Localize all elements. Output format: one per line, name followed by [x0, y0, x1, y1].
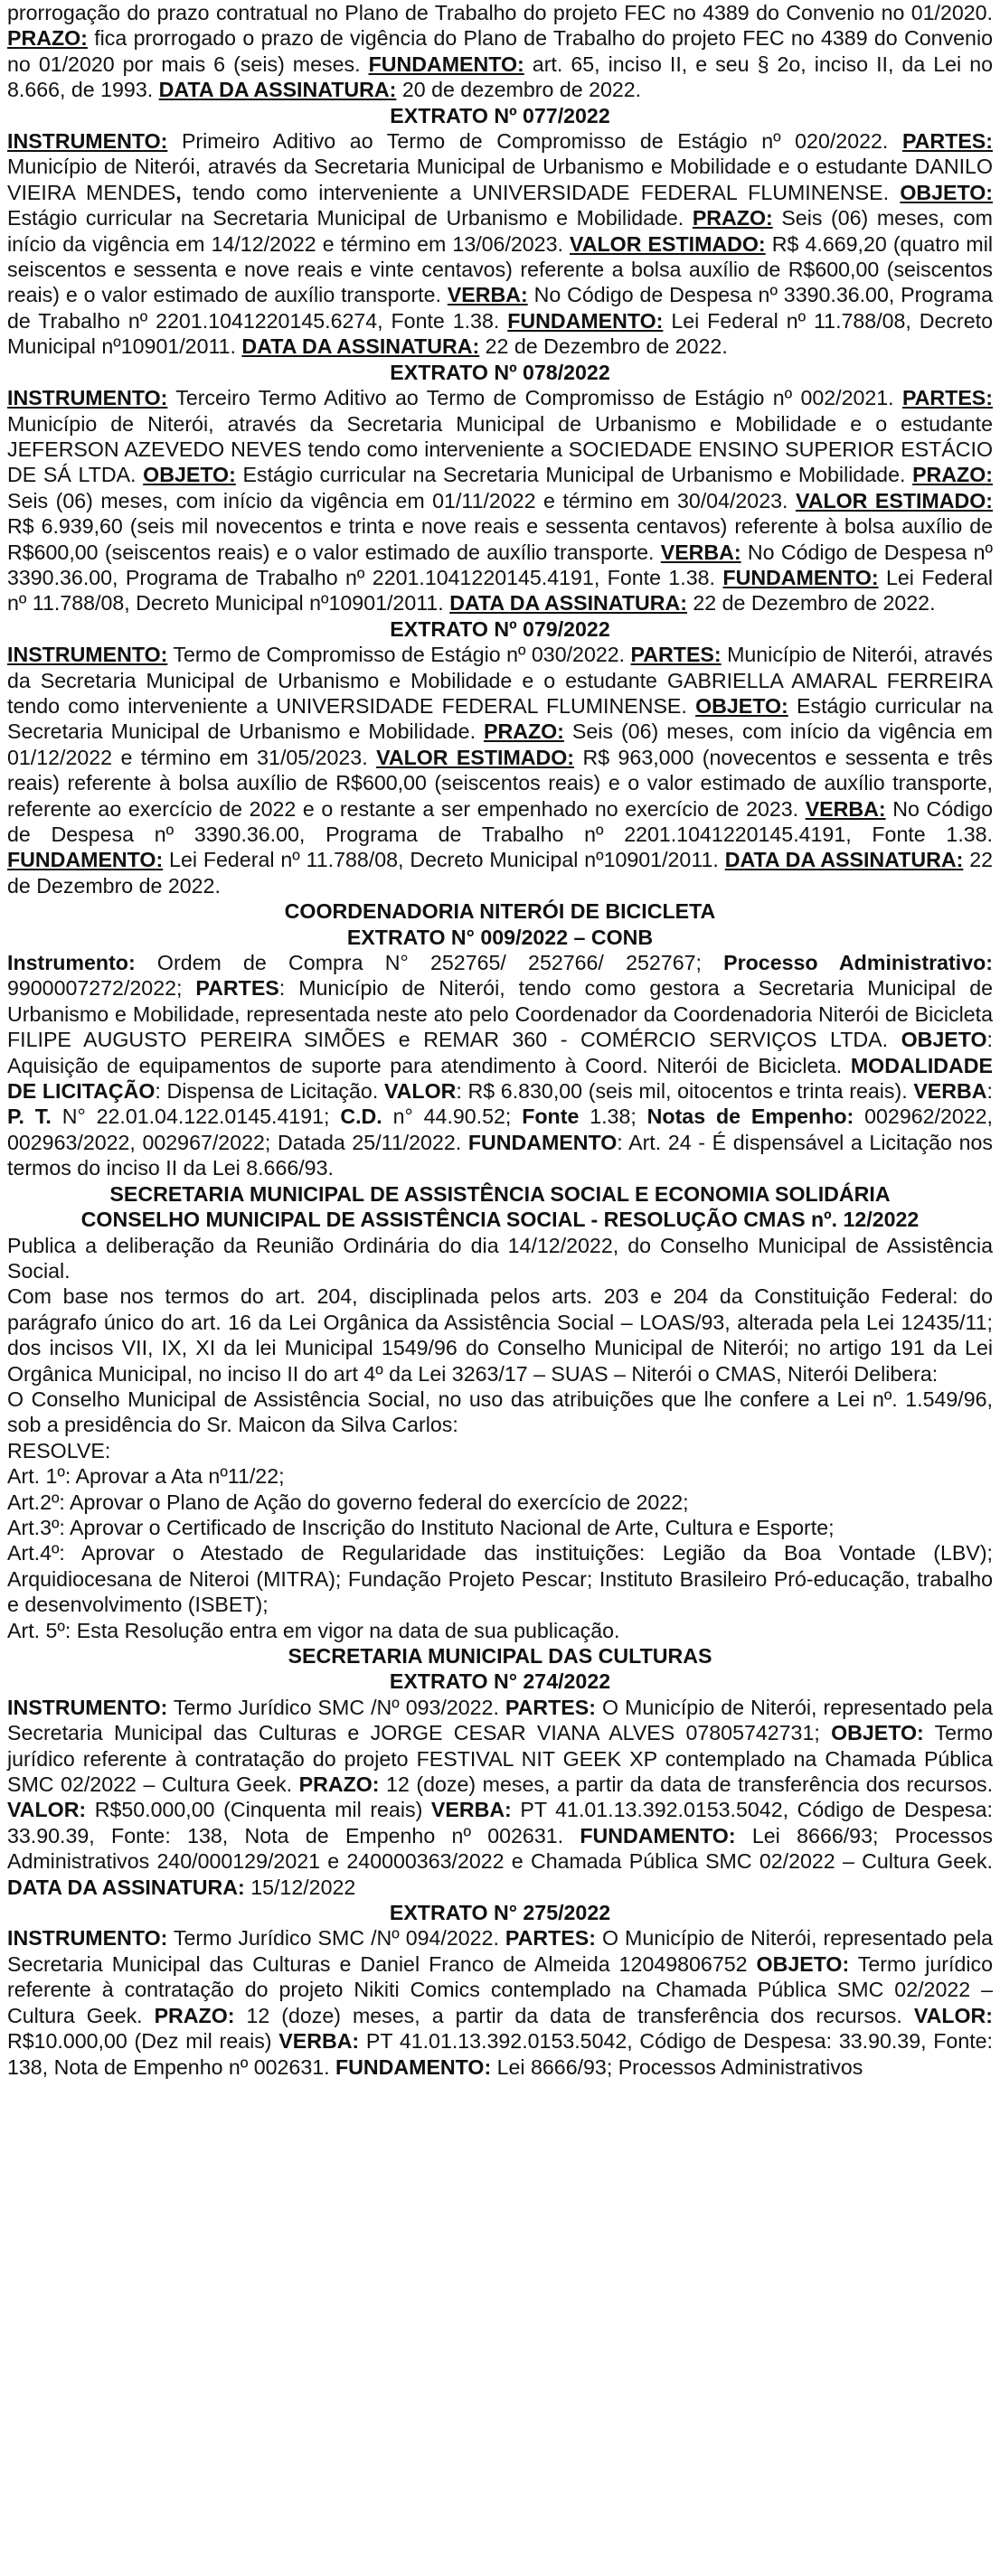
section-heading: EXTRATO Nº 079/2022 — [390, 616, 610, 641]
text-run: 22 de Dezembro de 2022. — [479, 334, 728, 359]
paragraph — [7, 0, 993, 103]
field-label: VALOR ESTIMADO: — [570, 231, 766, 256]
field-label: VERBA — [913, 1079, 987, 1104]
field-label: PRAZO: — [692, 206, 773, 230]
paragraph — [7, 1233, 993, 1284]
text-run: R$10.000,00 (Dez mil reais) — [7, 2029, 279, 2054]
field-label: FUNDAMENTO: — [368, 52, 524, 76]
text-run: fica prorrogado o prazo de vigência do Plano de Trabalho do projeto FEC no 4389 do Convenio no 01/2020 por mais 6 (seis) meses. — [7, 26, 993, 76]
field-label: PARTES: — [505, 1926, 596, 1951]
paragraph — [7, 1618, 993, 1643]
text-run: R$ 963,000 (novecentos e sessenta e três reais) referente à bolsa auxílio de R$600,00 (seiscentos reais) e o valor estimado de auxílio transporte, referente ao exercício de 2022 e o restante a ser empenhado no exercício de 2023. — [7, 745, 994, 821]
field-label: PRAZO: — [7, 26, 88, 51]
field-label: DATA DA ASSINATURA: — [724, 848, 964, 872]
text-run: Termo Jurídico SMC /Nº 094/2022. — [167, 1926, 505, 1951]
text-run: Primeiro Aditivo ao Termo de Compromisso de Estágio nº 020/2022. — [167, 129, 902, 154]
field-label: FUNDAMENTO: — [580, 1823, 736, 1847]
field-label: OBJETO: — [900, 180, 993, 204]
text-run: Termo jurídico referente à contratação do projeto Nikiti Comics contemplado na Chamada Pública SMC 02/2022 – Cultura Geek. — [7, 1951, 993, 2027]
text-run: O Conselho Municipal de Assistência Social, no uso das atribuições que lhe confere a Lei nº. 1.549/96, sob a presidência do Sr. Maicon da Silva Carlos: — [7, 1387, 993, 1437]
field-label: VERBA: — [278, 2029, 360, 2054]
field-label: VALOR: — [7, 1798, 87, 1822]
text-run: Termo jurídico referente à contratação do projeto FESTIVAL NIT GEEK XP contemplado na Chamada Pública SMC 02/2022 – Cultura Geek. — [7, 1721, 993, 1797]
field-label: INSTRUMENTO: — [7, 1926, 168, 1951]
text-run: N° 22.01.04.122.0145.4191; — [51, 1105, 341, 1129]
text-run: Ordem de Compra N° 252765/ 252766/ 252767; — [135, 951, 724, 975]
text-run: art. 65, inciso II, e seu § 2o, inciso II, da Lei no 8.666, de 1993. — [7, 52, 994, 102]
text-run: Termo Jurídico SMC /Nº 093/2022. — [167, 1695, 505, 1719]
field-label: INSTRUMENTO: — [7, 1695, 168, 1719]
paragraph — [7, 385, 993, 616]
field-label: DATA DA ASSINATURA: — [158, 78, 397, 102]
paragraph — [7, 1463, 993, 1489]
text-run: Termo de Compromisso de Estágio nº 030/2022. — [167, 643, 631, 667]
field-label: , — [175, 180, 182, 204]
field-label: VERBA: — [430, 1798, 512, 1822]
text-run: RESOLVE: — [7, 1438, 111, 1462]
text-run: Art. 5º: Esta Resolução entra em vigor na data de sua publicação. — [7, 1618, 620, 1642]
text-run: Lei 8666/93; Processos Administrativos — [491, 2054, 863, 2079]
text-run: PT 41.01.13.392.0153.5042, Código de Despesa: 33.90.39, Fonte: 138, Nota de Empenho nº 002631. — [7, 2029, 993, 2079]
field-label: FUNDAMENTO: — [507, 308, 664, 333]
text-run: 12 (doze) meses, a partir da data de transferência dos recursos. — [234, 2003, 914, 2027]
field-label: VERBA: — [805, 796, 886, 821]
section-heading: SECRETARIA MUNICIPAL DAS CULTURAS — [288, 1644, 712, 1668]
field-label: FUNDAMENTO: — [722, 565, 879, 589]
section-heading: CONSELHO MUNICIPAL DE ASSISTÊNCIA SOCIAL - RESOLUÇÃO CMAS nº. 12/2022 — [80, 1208, 920, 1232]
field-label: P. T. — [7, 1105, 52, 1129]
field-label: VERBA: — [660, 540, 741, 564]
text-run: : Aquisição de equipamentos de suporte para atendimento à Coord. Niterói de Bicicleta. — [7, 1028, 993, 1077]
text-run: prorrogação do prazo contratual no Plano de Trabalho do projeto FEC no 4389 do Convenio no 01/2020. — [7, 1, 993, 24]
field-label: DATA DA ASSINATURA: — [449, 591, 687, 616]
field-label: OBJETO — [901, 1028, 987, 1052]
field-label: VALOR: — [913, 2003, 993, 2027]
section-heading: EXTRATO N° 009/2022 – CONB — [346, 925, 654, 949]
text-run: : Município de Niterói, tendo como gestora a Secretaria Municipal de Urbanismo e Mobilidade, representada neste ato pelo Coordenador da Coordenadoria Niterói de Bicicleta FILIPE AUGUSTO PEREIRA SIMÕES e REMAR 360 - COMÉRCIO SERVIÇOS LTDA. — [7, 976, 993, 1052]
text-run: Seis (06) meses, com início da vigência em 01/11/2022 e término em 30/04/2023. — [7, 488, 796, 512]
field-label: PARTES: — [505, 1695, 596, 1719]
text-run: Art. 1º: Aprovar a Ata nº11/22; — [7, 1464, 285, 1489]
paragraph — [7, 1515, 993, 1540]
field-label: PRAZO: — [298, 1772, 380, 1797]
text-run: Publica a deliberação da Reunião Ordinária do dia 14/12/2022, do Conselho Municipal de Assistência Social. — [7, 1233, 993, 1283]
section-heading: COORDENADORIA NITERÓI DE BICICLETA — [284, 899, 716, 924]
field-label: FUNDAMENTO: — [7, 848, 164, 872]
paragraph — [7, 1283, 993, 1387]
field-label: DATA DA ASSINATURA: — [7, 1875, 245, 1899]
paragraph — [7, 128, 993, 360]
field-label: PRAZO: — [484, 719, 564, 744]
section-heading: EXTRATO Nº 077/2022 — [390, 103, 610, 127]
text-run: tendo como interveniente a UNIVERSIDADE FEDERAL FLUMINENSE. — [181, 180, 901, 204]
field-label: PARTES: — [901, 386, 993, 410]
text-run: Seis (06) meses, com início da vigência em 01/12/2022 e término em 31/05/2023. — [7, 719, 993, 769]
text-run: Art.3º: Aprovar o Certificado de Inscrição do Instituto Nacional de Arte, Cultura e Esporte; — [7, 1515, 835, 1539]
text-run: Município de Niterói, através da Secretaria Municipal de Urbanismo e Mobilidade e o estudante JEFERSON AZEVEDO NEVES tendo como interveniente a SOCIEDADE ENSINO SUPERIOR ESTÁCIO DE SÁ LTDA. — [7, 411, 993, 487]
field-label: MODALIDADE DE LICITAÇÃO — [7, 1053, 993, 1104]
text-run: 9900007272/2022; — [7, 976, 196, 1001]
paragraph — [7, 642, 993, 898]
text-run: 22 de Dezembro de 2022. — [686, 591, 936, 616]
field-label: VALOR ESTIMADO: — [795, 488, 993, 512]
text-run: PT 41.01.13.392.0153.5042, Código de Despesa: 33.90.39, Fonte: 138, Nota de Empenho nº 002631. — [7, 1798, 993, 1847]
text-run: Município de Niterói, através da Secretaria Municipal de Urbanismo e Mobilidade e o estudante GABRIELLA AMARAL FERREIRA tendo como interveniente a UNIVERSIDADE FEDERAL FLUMINENSE. — [7, 643, 993, 718]
paragraph — [7, 1490, 993, 1515]
text-run: Com base nos termos do art. 204, disciplinada pelos arts. 203 e 204 da Constituição Federal: do parágrafo único do art. 16 da Lei Orgânica da Assistência Social – LOAS/93, alterada pela Lei 12435/11; dos incisos VII, IX, XI da lei Municipal 1549/96 do Conselho Municipal de Niterói; no artigo 191 da Lei Orgânica Municipal, no inciso II do art 4º da Lei 3263/17 – SUAS – Niterói o CMAS, Niterói Delibera: — [7, 1284, 993, 1386]
text-run: n° 44.90.52; — [382, 1105, 523, 1129]
section-heading: SECRETARIA MUNICIPAL DE ASSISTÊNCIA SOCIAL E ECONOMIA SOLIDÁRIA — [109, 1181, 891, 1206]
text-run: Lei 8666/93; Processos Administrativos 240/000129/2021 e 240000363/2022 e Chamada Pública SMC 02/2022 – Cultura Geek. — [7, 1823, 993, 1874]
paragraph — [7, 1925, 993, 2079]
field-label: VALOR ESTIMADO: — [376, 745, 575, 769]
field-label: C.D. — [340, 1105, 382, 1129]
section-heading: EXTRATO Nº 078/2022 — [390, 360, 610, 384]
text-run: No Código de Despesa nº 3390.36.00, Programa de Trabalho nº 2201.1041220145.4191, Fonte 1.38. — [7, 796, 993, 846]
field-label: VERBA: — [447, 283, 528, 307]
field-label: Instrumento: — [7, 951, 136, 975]
text-run: O Município de Niterói, representado pela Secretaria Municipal das Culturas e JORGE CESAR VIANA ALVES 07805742731; — [7, 1695, 993, 1745]
text-run: 12 (doze) meses, a partir da data de transferência dos recursos. — [379, 1772, 994, 1797]
field-label: PRAZO: — [912, 463, 993, 487]
field-label: OBJETO: — [695, 693, 788, 718]
field-label: PARTES — [195, 976, 279, 1001]
paragraph — [7, 950, 993, 1181]
text-run: Estágio curricular na Secretaria Municipal de Urbanismo e Mobilidade. — [7, 693, 993, 744]
text-run: O Município de Niterói, representado pela Secretaria Municipal das Culturas e Daniel Franco de Almeida 12049806752 — [7, 1926, 993, 1976]
text-run: Estágio curricular na Secretaria Municipal de Urbanismo e Mobilidade. — [235, 463, 913, 487]
field-label: FUNDAMENTO: — [335, 2054, 492, 2079]
field-label: Processo Administrativo: — [723, 951, 993, 975]
field-label: INSTRUMENTO: — [7, 129, 168, 154]
field-label: PARTES: — [630, 643, 722, 667]
field-label: DATA DA ASSINATURA: — [241, 334, 480, 359]
field-label: INSTRUMENTO: — [7, 386, 168, 410]
paragraph — [7, 1387, 993, 1438]
field-label: Notas de Empenho: — [646, 1105, 854, 1129]
text-run: R$50.000,00 (Cinquenta mil reais) — [86, 1798, 431, 1822]
text-run: 1.38; — [579, 1105, 647, 1129]
field-label: FUNDAMENTO — [467, 1130, 618, 1154]
text-run: No Código de Despesa nº 3390.36.00, Programa de Trabalho nº 2201.1041220145.6274, Fonte 1.38. — [7, 283, 993, 333]
text-run: No Código de Despesa nº 3390.36.00, Programa de Trabalho nº 2201.1041220145.4191, Fonte 1.38. — [7, 540, 993, 589]
field-label: OBJETO: — [143, 463, 236, 487]
text-run: R$ 4.669,20 (quatro mil seiscentos e sessenta e nove reais e vinte centavos) referente a bolsa auxílio de R$600,00 (seiscentos reais) e o valor estimado de auxílio transporte. — [7, 231, 994, 307]
text-run: Lei Federal nº 11.788/08, Decreto Municipal nº10901/2011. — [7, 565, 994, 616]
text-run: Estágio curricular na Secretaria Municipal de Urbanismo e Mobilidade. — [7, 206, 693, 230]
text-run: : — [986, 1079, 993, 1104]
text-run: Seis (06) meses, com início da vigência em 14/12/2022 e término em 13/06/2023. — [7, 206, 993, 256]
section-heading: EXTRATO N° 274/2022 — [389, 1669, 611, 1694]
field-label: PARTES: — [901, 129, 993, 154]
text-run: 22 de Dezembro de 2022. — [7, 848, 993, 898]
section-heading: EXTRATO N° 275/2022 — [389, 1901, 611, 1925]
field-label: INSTRUMENTO: — [7, 643, 168, 667]
field-label: Fonte — [522, 1105, 580, 1129]
field-label: OBJETO: — [831, 1721, 924, 1745]
text-run: Terceiro Termo Aditivo ao Termo de Compromisso de Estágio nº 002/2021. — [167, 386, 902, 410]
text-run: 15/12/2022 — [244, 1875, 356, 1899]
field-label: OBJETO: — [756, 1951, 850, 1976]
text-run: : Dispensa de Licitação. — [155, 1079, 384, 1104]
text-run: 20 de dezembro de 2022. — [396, 78, 642, 102]
paragraph — [7, 1540, 993, 1617]
text-run: Lei Federal nº 11.788/08, Decreto Municipal nº10901/2011. — [163, 848, 725, 872]
field-label: VALOR — [383, 1079, 457, 1104]
text-run: R$ 6.939,60 (seis mil novecentos e trinta e nove reais e sessenta centavos) referente à bolsa auxílio de R$600,00 (seiscentos reais) e o valor estimado de auxílio transporte. — [7, 514, 993, 564]
paragraph — [7, 1438, 993, 1463]
text-run: Art.4º: Aprovar o Atestado de Regularidade das instituições: Legião da Boa Vontade (LBV); Arquidiocesana de Niteroi (MITRA); Fundação Projeto Pescar; Instituto Brasileiro Pró-educação, trabalho e desenvolvimento (ISBET); — [7, 1541, 993, 1617]
paragraph — [7, 1695, 993, 1900]
text-run: 002962/2022, 002963/2022, 002967/2022; Datada 25/11/2022. — [7, 1105, 993, 1154]
text-run: Município de Niterói, através da Secretaria Municipal de Urbanismo e Mobilidade e o estudante DANILO VIEIRA MENDES — [7, 155, 993, 204]
text-run: Art.2º: Aprovar o Plano de Ação do governo federal do exercício de 2022; — [7, 1490, 689, 1514]
text-run: Lei Federal nº 11.788/08, Decreto Municipal nº10901/2011. — [7, 308, 993, 359]
field-label: PRAZO: — [154, 2003, 235, 2027]
text-run: : Art. 24 - É dispensável a Licitação nos termos do inciso II da Lei 8.666/93. — [7, 1130, 993, 1180]
text-run: : R$ 6.830,00 (seis mil, oitocentos e trinta reais). — [456, 1079, 914, 1104]
